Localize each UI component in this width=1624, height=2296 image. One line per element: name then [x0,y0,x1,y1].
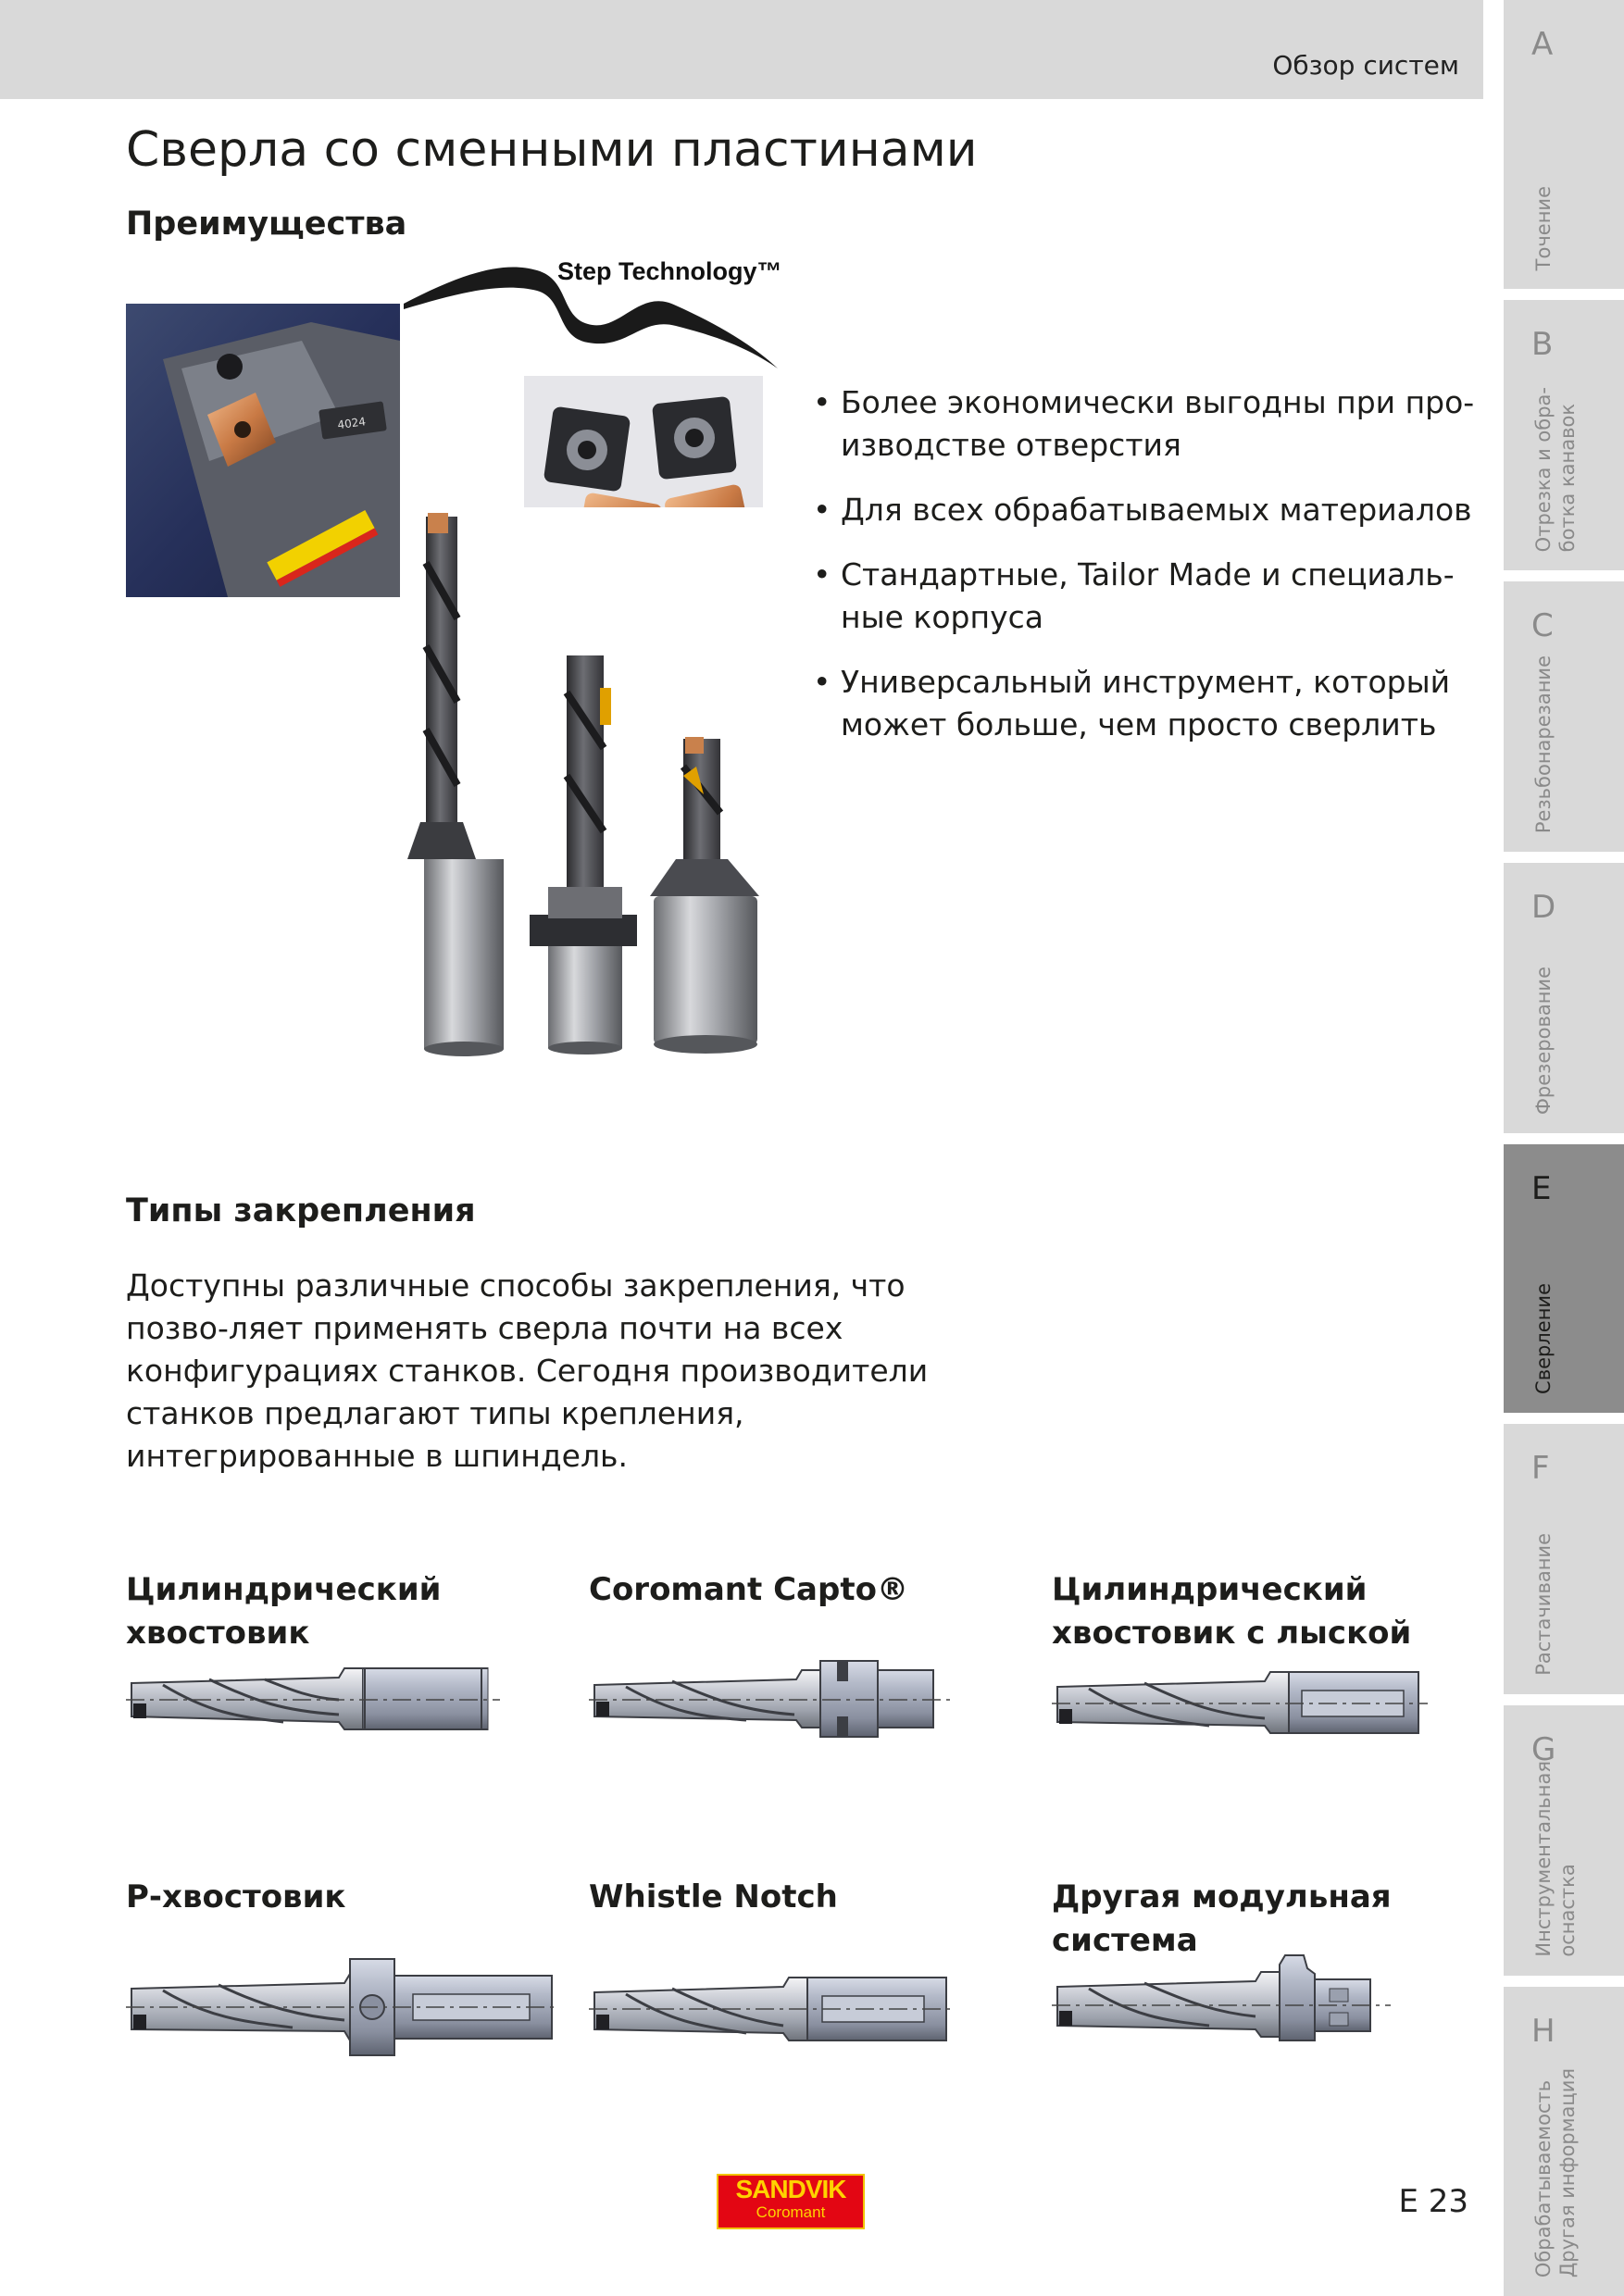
sandvik-coromant-logo: SANDVIK Coromant [717,2174,865,2229]
tab-label: Инструментальная оснастка [1532,1761,1579,1957]
clamp-label-p-shank: Р-хвостовик [126,1878,346,1915]
drill-head-photo [126,304,400,597]
tab-g-tooling-systems[interactable] [1504,1705,1624,1976]
tab-letter: H [1531,2013,1555,2050]
drill-capto-image [589,1657,959,1741]
drill-modular-image [1052,1952,1404,2053]
advantage-item: • Универсальный инструмент, который может больше, чем просто сверлить [813,661,1480,746]
tab-h-machinability[interactable] [1504,1987,1624,2296]
step-technology-label: Step Technology™ [557,257,782,285]
tab-letter: D [1531,889,1556,926]
tab-a-turning[interactable] [1504,0,1624,289]
clamp-label-capto: Coromant Capto® [589,1571,908,1608]
advantage-item: • Стандартные, Tailor Made и специаль-ные корпуса [813,554,1480,639]
step-technology-swoosh [398,250,787,370]
tab-label: Фрезерование [1532,966,1555,1115]
section-title: Обзор систем [1272,50,1459,81]
tab-label: Резьбонарезание [1532,655,1555,833]
tab-letter: B [1531,326,1554,363]
tab-e-drilling[interactable] [1504,1144,1624,1413]
header-bar [0,0,1483,99]
tab-label: Отрезка и обра- ботка канавок [1532,386,1579,552]
tab-letter: A [1531,26,1554,63]
advantage-item: • Более экономически выгодны при про-изводстве отверстия [813,381,1480,467]
drill-cylindrical-flat-image [1052,1663,1431,1746]
drill-p-shank-image [126,1952,561,2063]
advantages-list [813,381,1480,768]
clamping-heading: Типы закрепления [126,1192,476,1229]
tab-letter: E [1531,1170,1552,1207]
tab-label: Обрабатываемость Другая информация [1532,2067,1579,2277]
tab-c-threading[interactable] [1504,581,1624,852]
section-tabs [1504,0,1624,2296]
tab-b-parting-grooving[interactable] [1504,300,1624,570]
clamp-label-cylindrical: Цилиндрический хвостовик [126,1571,442,1652]
page-number: E 23 [1398,2183,1468,2220]
drills-photo [407,507,796,1063]
advantage-item: • Для всех обрабатываемых материалов [813,489,1480,531]
tab-label: Точение [1532,185,1555,270]
tab-letter: C [1531,607,1554,644]
clamp-label-whistle-notch: Whistle Notch [589,1878,838,1915]
clamp-label-cylindrical-flat: Цилиндрический хвостовик с лыской [1052,1571,1412,1652]
tab-label: Растачивание [1532,1533,1555,1676]
clamp-label-modular: Другая модульная система [1052,1878,1392,1959]
svg-text:4024: 4024 [336,415,367,432]
tab-letter: G [1531,1731,1556,1768]
tab-letter: F [1531,1450,1550,1487]
page-title: Сверла со сменными пластинами [126,122,978,178]
clamping-description: Доступны различные способы закрепления, что позво-ляет применять сверла почти на всех конфигурациях станков. Сегодня производители станков предлагают типы крепления, интегрированные в шпиндель. [126,1267,929,1474]
tab-f-boring[interactable] [1504,1424,1624,1694]
advantages-heading: Преимущества [126,206,407,243]
tab-label: Сверление [1532,1283,1555,1394]
drill-cylindrical-shank-image [126,1657,506,1741]
tab-d-milling[interactable] [1504,863,1624,1133]
drill-whistle-notch-image [589,1968,959,2052]
